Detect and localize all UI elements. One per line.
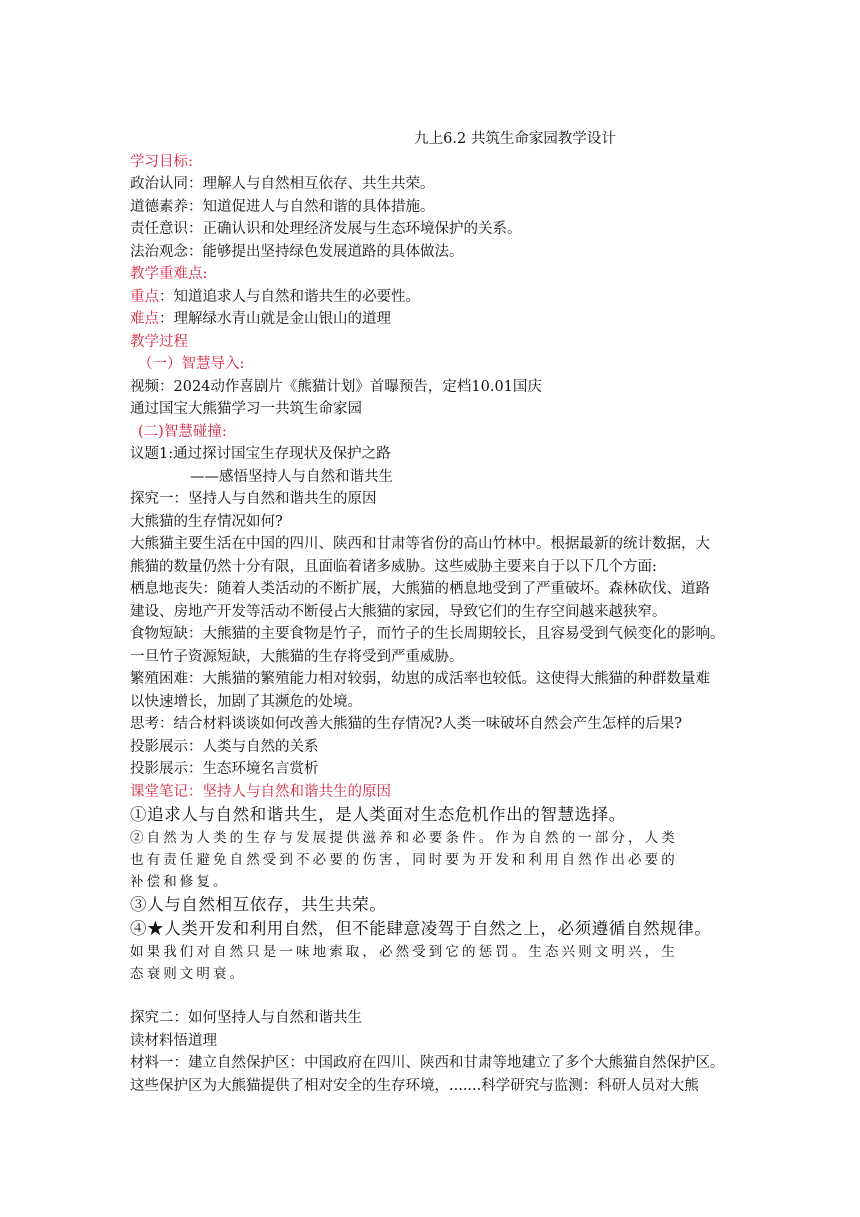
note-item: 补偿和修复。 bbox=[130, 874, 230, 890]
note-item: 态衰则文明衰。 bbox=[130, 966, 247, 982]
material2-line: 这些保护区为大熊猫提供了相对安全的生存环境，.......科学研究与监测：科研人员对大熊 bbox=[130, 1077, 699, 1094]
goal-item: 法治观念：能够提出坚持绿色发展道路的具体做法。 bbox=[130, 243, 464, 260]
material-line: 以快速增长，加剧了其濒危的处境。 bbox=[130, 693, 362, 710]
note-item: ④★人类开发和利用自然，但不能肆意凌驾于自然之上，必须遵循自然规律。 bbox=[130, 919, 712, 938]
explore1-heading: 探究一：坚持人与自然和谐共生的原因 bbox=[130, 491, 377, 507]
material-line: 一旦竹子资源短缺，大熊猫的生存将受到严重威胁。 bbox=[130, 648, 464, 665]
section1-line: 通过国宝大熊猫学习一共筑生命家园 bbox=[130, 401, 362, 417]
goal-item: 政治认同：理解人与自然相互依存、共生共荣。 bbox=[130, 176, 435, 192]
blank-line bbox=[130, 985, 740, 1007]
document-page bbox=[130, 128, 740, 1097]
difficult-point bbox=[130, 308, 740, 331]
projection-line: 投影展示：人类与自然的关系 bbox=[130, 738, 319, 755]
read-material: 读材料悟道理 bbox=[130, 1032, 217, 1049]
note-item: 也有责任避免自然受到不必要的伤害，同时要为开发和利用自然作出必要的 bbox=[130, 852, 678, 868]
projection-line: 投影展示：生态环境名言赏析 bbox=[130, 761, 319, 777]
explore2-heading: 探究二：如何坚持人与自然和谐共生 bbox=[130, 1010, 362, 1026]
material-line: 大熊猫主要生活在中国的四川、陕西和甘肃等省份的高山竹林中。根据最新的统计数据，大 bbox=[130, 536, 710, 552]
goals-heading: 学习目标: bbox=[130, 153, 193, 170]
material-line: 食物短缺：大熊猫的主要食物是竹子，而竹子的生长周期较长，且容易受到气候变化的影响。 bbox=[130, 626, 725, 642]
material-line: 熊猫的数量仍然十分有限，且面临着诸多威胁。这些威胁主要来自于以下几个方面: bbox=[130, 558, 657, 575]
key-heading: 教学重难点: bbox=[130, 266, 208, 282]
material2-line: 材料一：建立自然保护区：中国政府在四川、陕西和甘肃等地建立了多个大熊猫自然保护区。 bbox=[130, 1055, 725, 1071]
document-title: 九上6.2 共筑生命家园教学设计 bbox=[414, 131, 616, 147]
material-line: 建设、房地产开发等活动不断侵占大熊猫的家园，导致它们的生存空间越来越狭窄。 bbox=[130, 603, 667, 620]
process-heading: 教学过程 bbox=[130, 333, 188, 350]
section1-line: 视频：2024动作喜剧片《熊猫计划》首曝预告，定档10.01国庆 bbox=[130, 378, 542, 395]
key-point bbox=[130, 286, 740, 309]
question1: 大熊猫的生存情况如何? bbox=[130, 513, 283, 530]
material-line: 繁殖困难：大熊猫的繁殖能力相对较弱，幼崽的成活率也较低。这使得大熊猫的种群数量难 bbox=[130, 671, 710, 687]
section1-heading: （一）智慧导入: bbox=[138, 356, 245, 372]
section2-heading: (二)智慧碰撞: bbox=[138, 423, 227, 440]
note-item: ①追求人与自然和谐共生，是人类面对生态危机作出的智慧选择。 bbox=[130, 805, 626, 824]
difficult-text: ：理解绿水青山就是金山银山的道理 bbox=[159, 311, 391, 327]
key-text: ：知道追求人与自然和谐共生的必要性。 bbox=[159, 288, 420, 305]
note-item: ②自然为人类的生存与发展提供滋养和必要条件。作为自然的一部分，人类 bbox=[130, 830, 678, 846]
topic1: 议题1:通过探讨国宝生存现状及保护之路 bbox=[130, 446, 391, 462]
goal-item: 道德素养：知道促进人与自然和谐的具体措施。 bbox=[130, 198, 435, 215]
goal-item: 责任意识：正确认识和处理经济发展与生态环境保护的关系。 bbox=[130, 221, 522, 237]
note-item: ③人与自然相互依存，共生共荣。 bbox=[130, 895, 387, 914]
difficult-label: 难点 bbox=[130, 311, 159, 327]
think-question: 思考：结合材料谈谈如何改善大熊猫的生存情况?人类一味破坏自然会产生怎样的后果? bbox=[130, 716, 683, 732]
note-item: 如果我们对自然只是一味地索取，必然受到它的惩罚。生态兴则文明兴，生 bbox=[130, 944, 678, 960]
notes-heading: 课堂笔记：坚持人与自然和谐共生的原因 bbox=[130, 783, 391, 800]
topic1-subtitle: ——感悟坚持人与自然和谐共生 bbox=[190, 468, 393, 485]
key-label: 重点 bbox=[130, 288, 159, 305]
material-line: 栖息地丧失：随着人类活动的不断扩展，大熊猫的栖息地受到了严重破坏。森林砍伐、道路 bbox=[130, 581, 710, 597]
